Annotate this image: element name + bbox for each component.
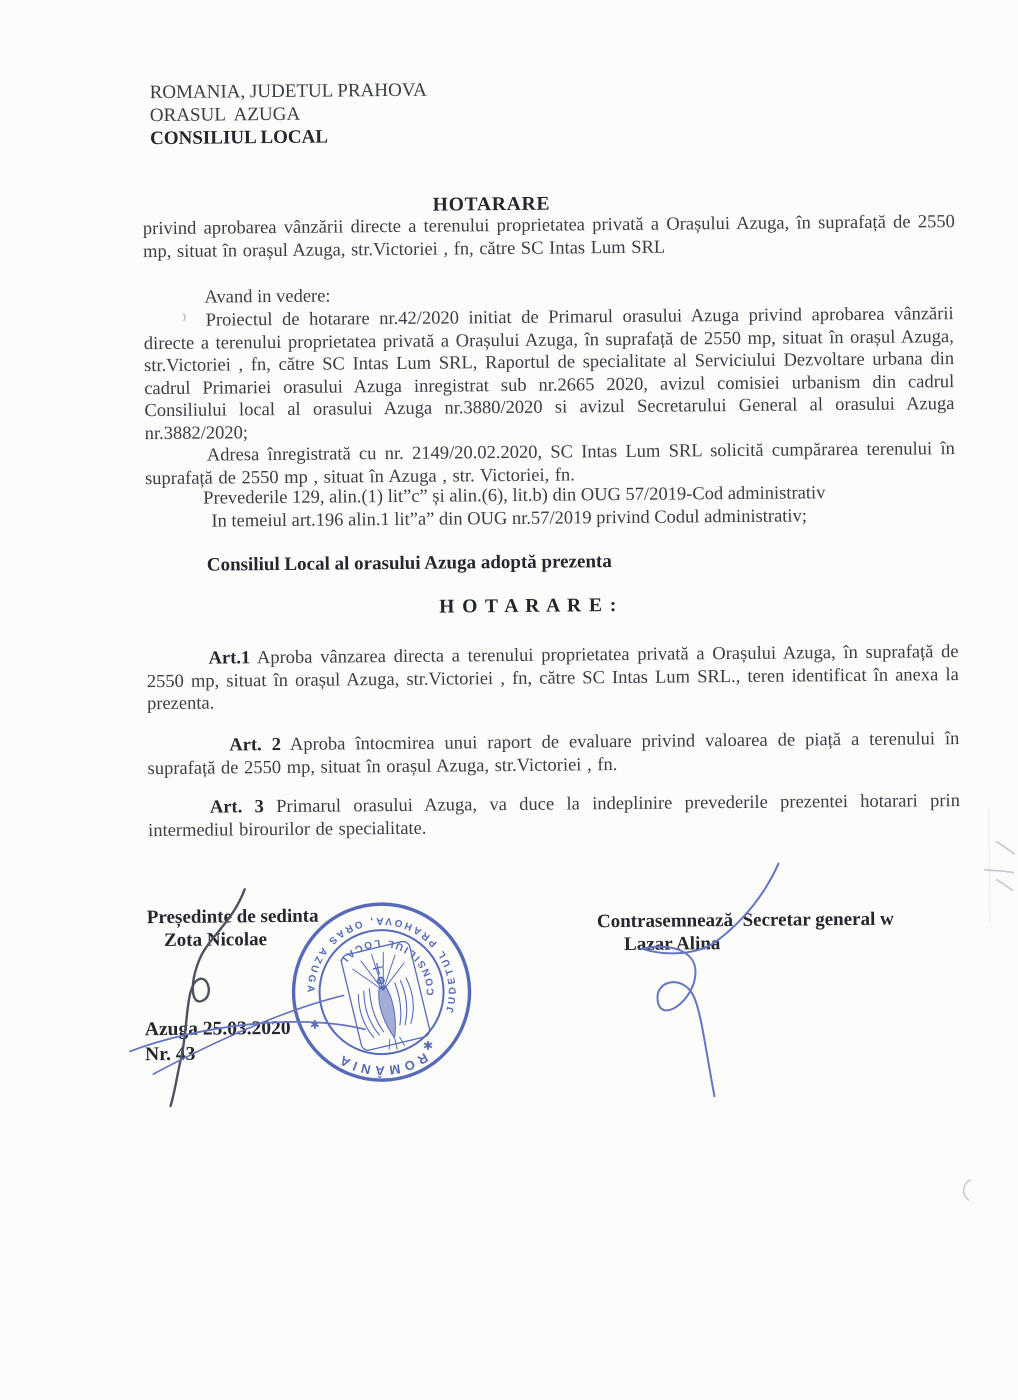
article-2-label: Art. 2 <box>229 734 282 756</box>
article-1-text: Aproba vânzarea directa a terenului proprietatea privată a Orașului Azuga, în suprafață de 2550 mp, situat în orașul Azuga, str.Victoriei , fn, către SC Intas Lum SRL., teren identificat în anexa la prezenta. <box>146 642 959 715</box>
decision-number: Nr. 43 <box>144 1043 196 1066</box>
president-role-label: Președinte de sedinta <box>146 905 319 929</box>
scan-artifact-bottom-right <box>952 1174 982 1206</box>
article-1 <box>147 641 960 716</box>
stamp-outer-ring-text: JUDETUL PRAHOVA, ORAS AZUGA <box>304 914 459 1014</box>
countersign-role-label: Contrasemnează Secretar general w <box>596 908 894 933</box>
preamble-paragraph-legal-basis: In temeiul art.196 alin.1 lit”a” din OUG nr.57/2019 privind Codul administrativ; <box>211 506 808 532</box>
scan-artifact-right-edge <box>976 808 1018 923</box>
stamp-bottom-text: ROMÂNIA <box>333 1050 431 1079</box>
preamble-paragraph-request: Adresa înregistrată cu nr. 2149/20.02.2020, SC Intas Lum SRL solicită cumpărarea terenului în suprafață de 2550 mp , situat în Azuga , str. Victoriei, fn. <box>144 439 955 489</box>
president-signature-strokes <box>97 876 399 1114</box>
secretary-signature <box>596 855 828 1107</box>
letterhead <box>150 79 428 150</box>
article-2 <box>147 728 959 780</box>
issue-place-date: Azuga 25.03.2020 <box>144 1017 291 1041</box>
preamble-paragraph-project: Proiectul de hotarare nr.42/2020 initiat de Primarul orasului Azuga privind aprobarea vânzării directe a terenului proprietatea privată a Orașului Azuga, în suprafață de 2550 mp, situat în orașul Azuga, str.Victoriei , fn, către SC Intas Lum SRL, Raportul de specialitate al Serviciului Dezvoltare urbana din cadrul Primariei orasului Azuga inregistrat sub nr.2665 2020, avizul comisiei urbanism din cadrul Consiliului local al orasului Azuga nr.3880/2020 si avizul Secretarului General al orasului Azuga nr.3882/2020; <box>143 304 955 445</box>
article-1-label: Art.1 <box>208 648 251 669</box>
letterhead-line-country: ROMANIA, JUDETUL PRAHOVA <box>149 79 427 104</box>
document-subtitle: privind aprobarea vânzării directe a terenului proprietatea privată a Orașului Azuga, în suprafață de 2550 mp, situat în orașul Azuga, str.Victoriei , fn, către SC Intas Lum SRL <box>142 212 955 262</box>
secretary-signature-strokes <box>596 855 828 1107</box>
preamble-intro: Avand in vedere: <box>204 286 331 308</box>
letterhead-line-council: CONSILIUL LOCAL <box>149 126 329 150</box>
stamp-star-right-icon: ✱ <box>422 1038 434 1053</box>
president-name: Zota Nicolae <box>163 929 268 952</box>
president-signature <box>97 876 399 1114</box>
countersign-name: Lazar Alina <box>624 933 721 956</box>
article-3-label: Art. 3 <box>209 797 264 818</box>
stamp-inner-ring-text: CONSILIUL LOCAL <box>335 936 437 996</box>
article-2-text: Aproba întocmirea unui raport de evaluare privind valoarea de piață a terenului în suprafață de 2550 mp, situat în orașul Azuga, str.Victoriei , fn. <box>147 729 960 779</box>
article-3 <box>148 790 960 842</box>
letterhead-line-town: ORASUL AZUGA <box>149 103 301 127</box>
stamp-star-left-icon: ✱ <box>309 1017 320 1032</box>
scan-artifact-speck <box>182 313 188 322</box>
document-title: HOTARARE <box>432 193 551 216</box>
preamble-paragraph-provisions: Prevederile 129, alin.(1) lit”c” și alin.(6), lit.b) din OUG 57/2019-Cod administrativ <box>203 483 826 509</box>
decision-heading: H O T A R A R E : <box>439 595 618 618</box>
article-3-text: Primarul orasului Azuga, va duce la indeplinire prevederile prezentei hotarari prin intermediul birourilor de specialitate. <box>148 791 961 841</box>
adoption-line: Consiliul Local al orasului Azuga adoptă prezenta <box>206 551 612 576</box>
